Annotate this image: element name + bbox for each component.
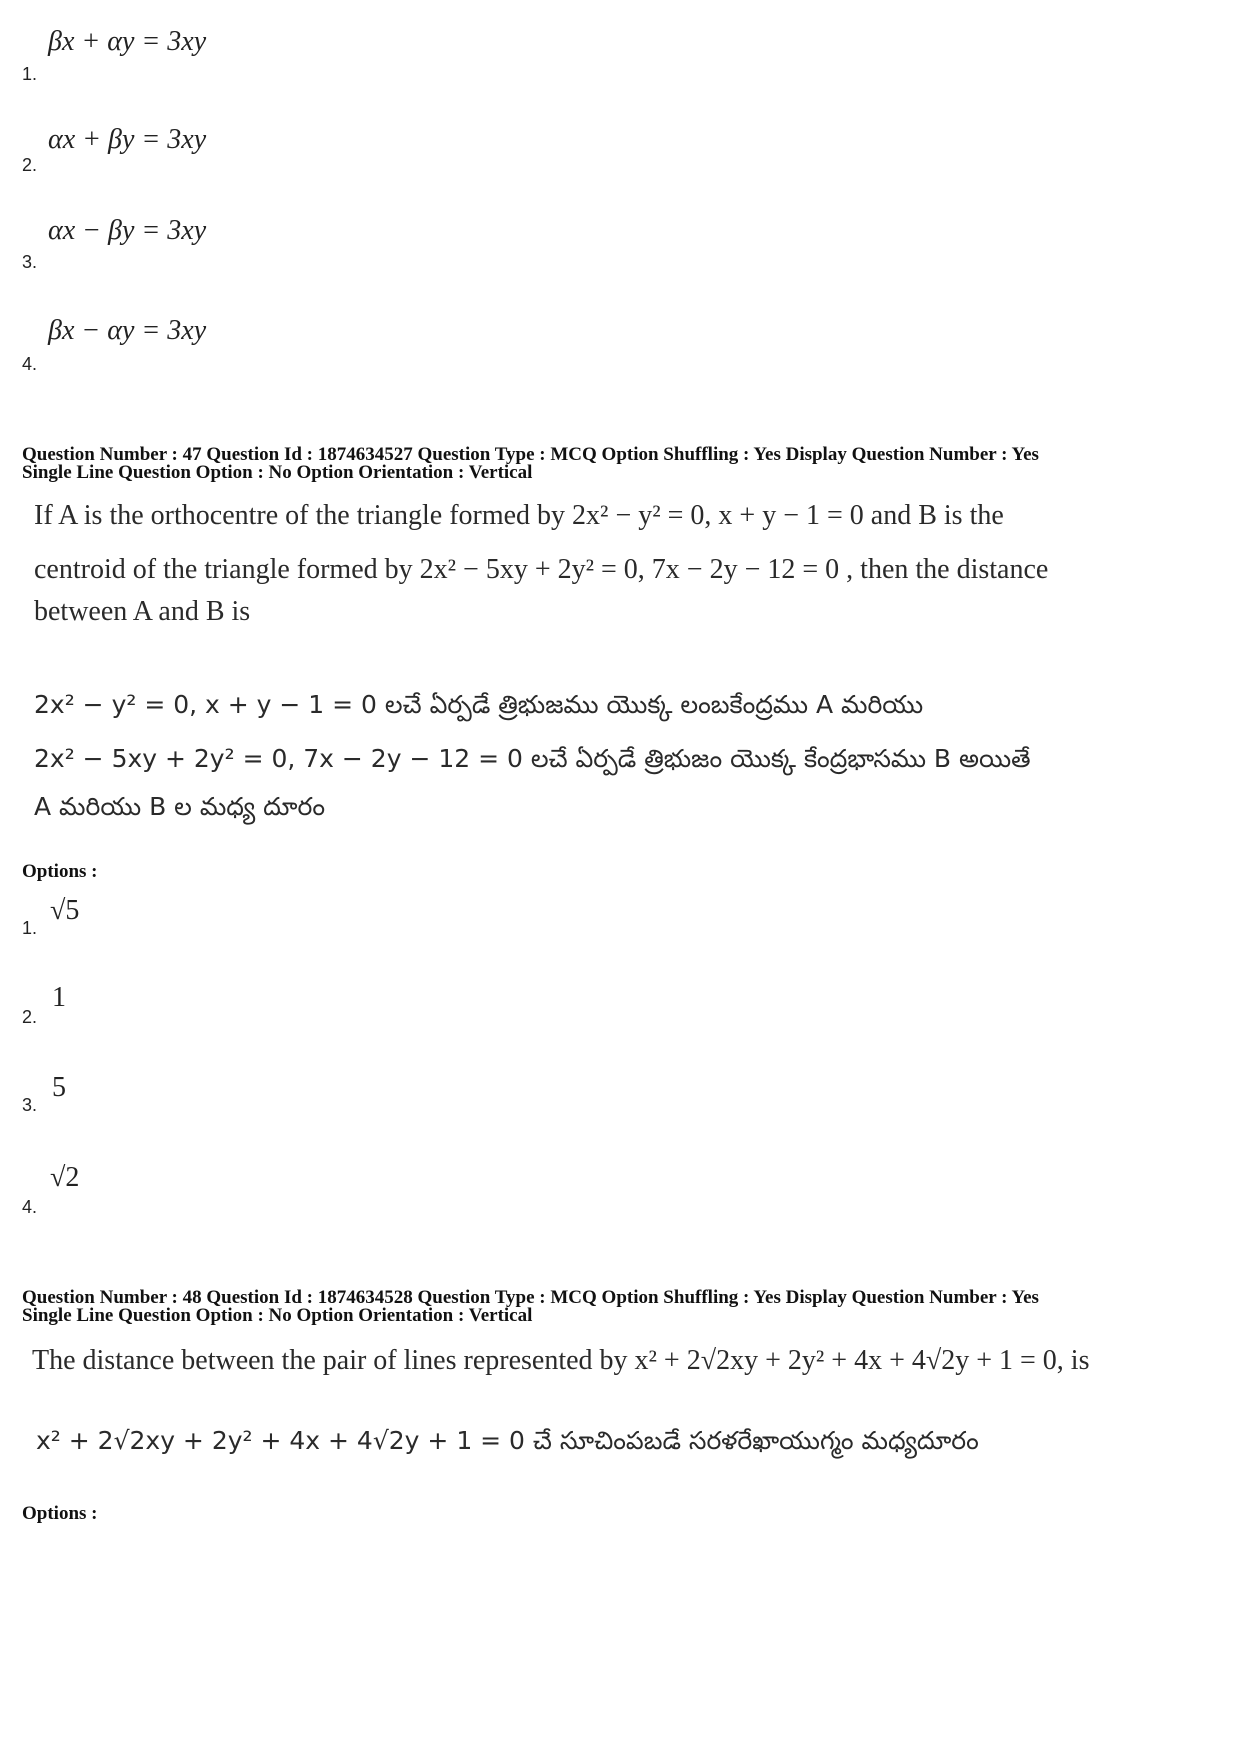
prev-option-3-expr: αx − βy = 3xy: [48, 215, 207, 246]
prev-option-2-expr: αx + βy = 3xy: [48, 124, 207, 155]
q47-option-4-number: 4.: [22, 1197, 38, 1217]
q48-meta-line1: Question Number : 48 Question Id : 1874634528 Question Type : MCQ Option Shuffling : Yes Display Question Number : Yes: [22, 1287, 1039, 1308]
q48-telugu-line1: x² + 2√2xy + 2y² + 4x + 4√2y + 1 = 0 చే సూచింపబడే సరళరేఖాయుగ్మం మధ్యదూరం: [36, 1426, 979, 1455]
q47-english-line1: If A is the orthocentre of the triangle formed by 2x² − y² = 0, x + y − 1 = 0 and B is the: [34, 500, 1004, 531]
q47-option-3-value[interactable]: 5: [52, 1072, 66, 1103]
q47-option-1-number: 1.: [22, 918, 38, 938]
q47-option-2-number: 2.: [22, 1007, 38, 1027]
prev-option-4-expr: βx − αy = 3xy: [48, 315, 207, 346]
q48-meta-line2: Single Line Question Option : No Option Orientation : Vertical: [22, 1305, 533, 1326]
q47-meta-line1: Question Number : 47 Question Id : 1874634527 Question Type : MCQ Option Shuffling : Yes Display Question Number : Yes: [22, 444, 1039, 465]
q47-option-1-value[interactable]: √5: [50, 895, 80, 926]
q47-telugu-line1: 2x² − y² = 0, x + y − 1 = 0 లచే ఏర్పడే త్రిభుజము యొక్క లంబకేంద్రము A మరియు: [34, 690, 924, 719]
q47-english-line2: centroid of the triangle formed by 2x² − 5xy + 2y² = 0, 7x − 2y − 12 = 0 , then the distance: [34, 554, 1049, 585]
prev-option-1-number: 1.: [22, 64, 38, 84]
q47-english-line3: between A and B is: [34, 596, 251, 627]
q47-options-label: Options :: [22, 861, 98, 882]
q48-options-label: Options :: [22, 1503, 98, 1524]
q47-option-2-value[interactable]: 1: [52, 982, 66, 1013]
q48-english-line1: The distance between the pair of lines represented by x² + 2√2xy + 2y² + 4x + 4√2y + 1 = 0, is: [32, 1345, 1090, 1376]
prev-option-4-number: 4.: [22, 354, 38, 374]
prev-option-3-number: 3.: [22, 252, 38, 272]
q47-meta-line2: Single Line Question Option : No Option Orientation : Vertical: [22, 462, 533, 483]
q47-telugu-line2: 2x² − 5xy + 2y² = 0, 7x − 2y − 12 = 0 లచే ఏర్పడే త్రిభుజం యొక్క కేంద్రభాసము B అయితే: [34, 744, 1031, 773]
prev-option-2-number: 2.: [22, 155, 38, 175]
q47-option-3-number: 3.: [22, 1095, 38, 1115]
prev-option-1-expr: βx + αy = 3xy: [48, 26, 207, 57]
q47-telugu-line3: A మరియు B ల మధ్య దూరం: [34, 792, 326, 821]
q47-option-4-value[interactable]: √2: [50, 1162, 80, 1193]
